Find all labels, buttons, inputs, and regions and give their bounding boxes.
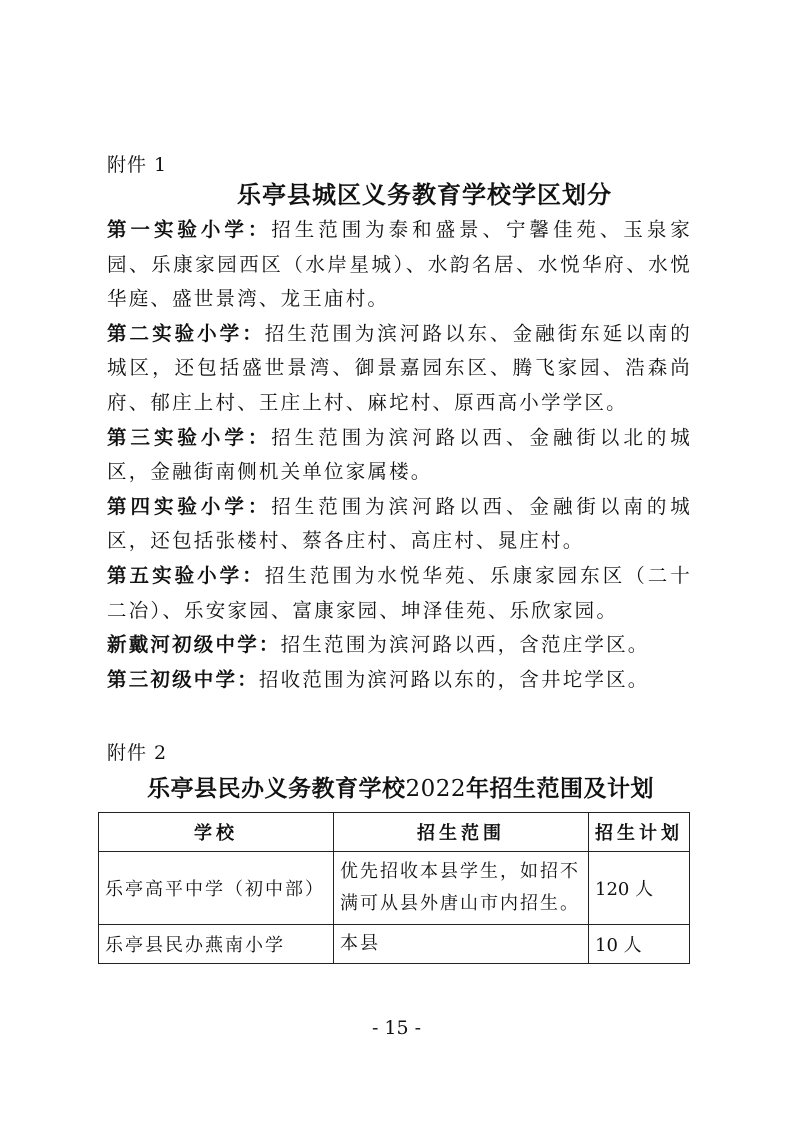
title-part: 年招生范围及计划 — [466, 775, 655, 802]
cell-plan: 10 人 — [589, 925, 690, 964]
header-plan: 招生计划 — [589, 813, 690, 852]
school-district-list — [107, 213, 692, 697]
district-scope: 招收范围为滨河路以东的，含井坨学区。 — [258, 667, 650, 691]
district-scope: 招生范围为滨河路以西，含范庄学区。 — [280, 633, 650, 657]
school-name: 第四实验小学： — [107, 494, 272, 518]
school-name: 第三实验小学： — [107, 425, 272, 449]
district-paragraph — [107, 317, 692, 421]
school-name: 第三初级中学： — [107, 667, 259, 691]
table-row — [99, 852, 690, 925]
district-scope: 招生范围为滨河路以东、金融街东延以南的城区，还包括盛世景湾、御景嘉园东区、腾飞家园、浩森尚府、郁庄上村、王庄上村、麻坨村、原西高小学学区。 — [107, 321, 692, 414]
header-school: 学校 — [99, 813, 334, 852]
enrollment-plan-table — [98, 812, 690, 964]
cell-school: 乐亭高平中学（初中部） — [99, 852, 334, 925]
table-row — [99, 925, 690, 964]
school-name: 第一实验小学： — [107, 218, 272, 241]
district-scope: 招生范围为滨河路以西、金融街以南的城区，还包括张楼村、蔡各庄村、高庄村、晁庄村。 — [107, 494, 692, 553]
district-scope: 招生范围为滨河路以西、金融街以北的城区，金融街南侧机关单位家属楼。 — [107, 425, 692, 484]
attachment-1-title: 乐亭县城区义务教育学校学区划分 — [237, 180, 612, 209]
district-paragraph — [107, 490, 692, 559]
school-name: 第五实验小学： — [107, 563, 265, 587]
district-paragraph — [107, 213, 692, 317]
attachment-2-label: 附件 2 — [107, 742, 168, 764]
district-paragraph — [107, 663, 692, 698]
header-scope: 招生范围 — [334, 813, 589, 852]
school-name: 新戴河初级中学： — [107, 633, 281, 657]
title-part: 乐亭县民办义务教育学校 — [146, 775, 406, 802]
attachment-1-label: 附件 1 — [107, 154, 168, 176]
district-paragraph — [107, 559, 692, 628]
district-scope: 招生范围为泰和盛景、宁馨佳苑、玉泉家园、乐康家园西区（水岸星城）、水韵名居、水悦华府、水悦华庭、盛世景湾、龙王庙村。 — [107, 218, 692, 311]
school-name: 第二实验小学： — [107, 321, 265, 345]
cell-school: 乐亭县民办燕南小学 — [99, 925, 334, 964]
district-paragraph — [107, 421, 692, 490]
page-number: - 15 - — [371, 1017, 422, 1039]
title-year: 2022 — [405, 776, 467, 802]
cell-scope: 本县 — [334, 925, 589, 964]
district-scope: 招生范围为水悦华苑、乐康家园东区（二十二冶）、乐安家园、富康家园、坤泽佳苑、乐欣家园。 — [107, 563, 692, 622]
attachment-2-title — [4, 770, 793, 803]
district-paragraph — [107, 628, 692, 663]
cell-plan: 120 人 — [589, 852, 690, 925]
cell-scope: 优先招收本县学生，如招不满可从县外唐山市内招生。 — [334, 852, 589, 925]
table-header-row — [99, 813, 690, 852]
